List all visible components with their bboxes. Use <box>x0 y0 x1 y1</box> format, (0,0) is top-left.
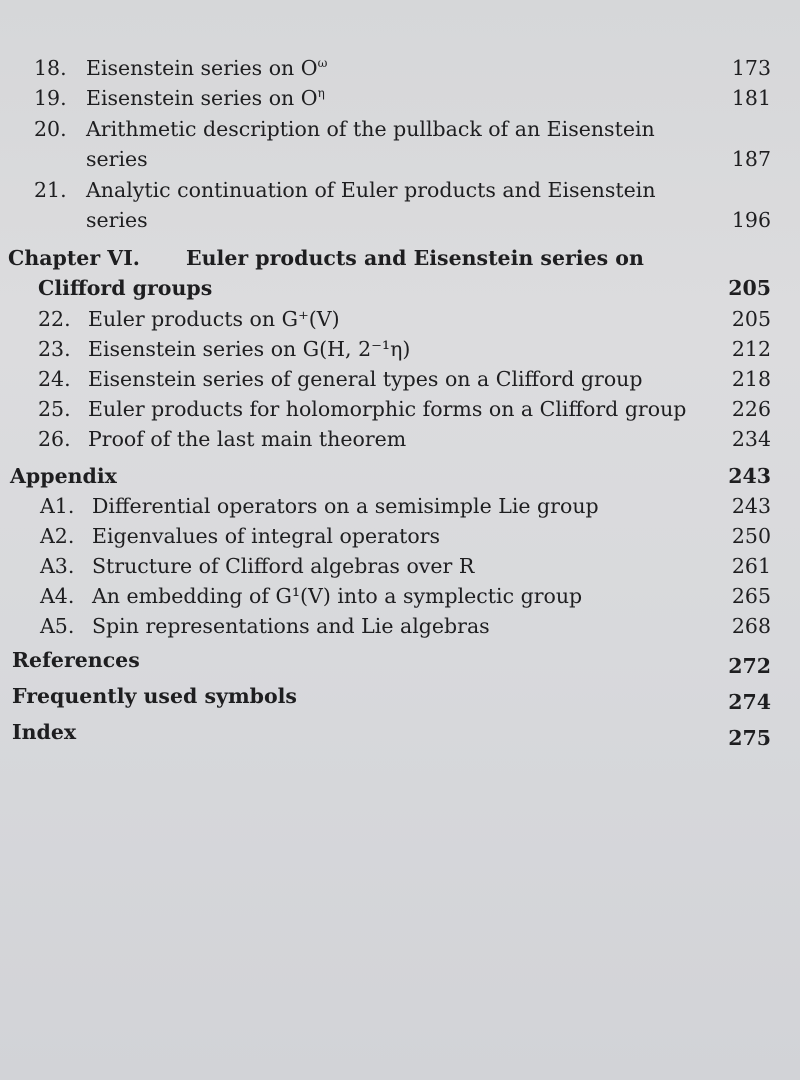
section-title-continued: series <box>86 208 148 232</box>
section-title: Spin representations and Lie algebras <box>92 614 490 638</box>
page-number: 265 <box>731 584 771 608</box>
section-title: Euler products for holomorphic forms on a Clifford group <box>88 397 687 421</box>
page-number: 212 <box>731 337 771 361</box>
section-title: Differential operators on a semisimple Lie group <box>92 494 599 518</box>
page-number: 196 <box>731 208 771 232</box>
page-number: 205 <box>731 307 771 331</box>
page-number: 173 <box>731 56 771 80</box>
section-title: Eisenstein series on $O^\omega$ <box>86 56 328 80</box>
section-title: Arithmetic description of the pullback of an Eisenstein <box>86 117 655 141</box>
section-number: 21. <box>34 178 67 202</box>
section-number: A1. <box>40 494 75 518</box>
section-number: 18. <box>34 56 67 80</box>
section-number: 24. <box>38 367 71 391</box>
section-title: Eigenvalues of integral operators <box>92 524 441 548</box>
page-number: 268 <box>731 614 771 638</box>
section-number: 22. <box>38 307 71 331</box>
section-title: An embedding of G¹(V) into a symplectic group <box>92 584 583 608</box>
section-number: A2. <box>40 524 75 548</box>
page-number: 243 <box>731 494 771 518</box>
page-number: 218 <box>731 367 771 391</box>
section-number: A5. <box>40 614 75 638</box>
section-title: Eisenstein series of general types on a Clifford group <box>88 367 643 391</box>
page-number: 187 <box>731 147 771 171</box>
section-number: A3. <box>40 554 75 578</box>
page-number: 272 <box>728 654 771 678</box>
section-number: 19. <box>34 86 67 110</box>
section-title: Eisenstein series on $O^\eta$ <box>86 86 325 110</box>
page-number: 274 <box>728 690 771 714</box>
section-number: 23. <box>38 337 71 361</box>
section-title: Analytic continuation of Euler products and Eisenstein <box>86 178 656 202</box>
section-title: Structure of Clifford algebras over R <box>92 554 475 578</box>
chapter-title: Euler products and Eisenstein series on <box>186 246 644 270</box>
appendix-label: Appendix <box>10 464 117 488</box>
section-number: 26. <box>38 427 71 451</box>
page-number: 205 <box>728 276 771 300</box>
index-label: Index <box>12 720 77 744</box>
page-number: 275 <box>728 726 771 750</box>
section-number: 20. <box>34 117 67 141</box>
page-number: 226 <box>731 397 771 421</box>
section-number: A4. <box>40 584 75 608</box>
section-title: Proof of the last main theorem <box>88 427 407 451</box>
page-number: 261 <box>731 554 771 578</box>
page-number: 181 <box>731 86 771 110</box>
chapter-title-continued: Clifford groups <box>38 276 213 300</box>
show-through-texture <box>0 760 800 1080</box>
section-title: Euler products on G⁺(V) <box>88 307 340 331</box>
section-title: Eisenstein series on G(H, 2⁻¹η) <box>88 337 411 361</box>
section-number: 25. <box>38 397 71 421</box>
section-title-continued: series <box>86 147 148 171</box>
references-label: References <box>12 648 140 672</box>
symbols-label: Frequently used symbols <box>12 684 297 708</box>
chapter-label: Chapter VI. <box>8 246 140 270</box>
page-number: 234 <box>731 427 771 451</box>
page-number: 250 <box>731 524 771 548</box>
page-number: 243 <box>728 464 771 488</box>
